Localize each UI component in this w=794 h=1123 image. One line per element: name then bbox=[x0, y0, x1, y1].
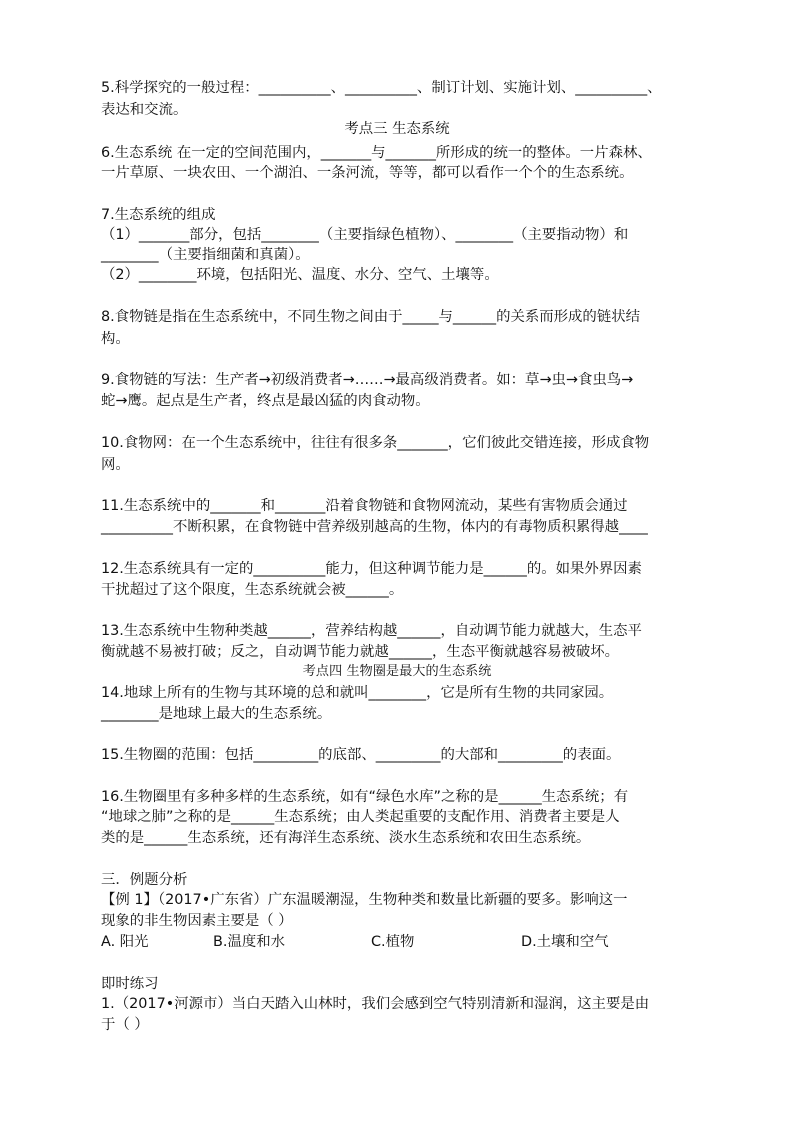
option-a: A. 阳光 bbox=[101, 934, 149, 950]
q7-line-1: （1）_______部分，包括________（主要指绿色植物）、________（主要指动物）和 bbox=[101, 227, 629, 243]
q7-line-3: （2）________环境，包括阳光、温度、水分、空气、土壤等。 bbox=[101, 267, 499, 283]
example-1-line-1: 【例 1】（2017•广东省）广东温暖潮湿，生物种类和数量比新疆的要多。影响这一 bbox=[101, 892, 628, 908]
q14-line-2: ________是地球上最大的生态系统。 bbox=[101, 706, 332, 722]
q13-line-1: 13.生态系统中生物种类越______，营养结构越______，自动调节能力就越大，生态平 bbox=[101, 623, 642, 639]
example-1-line-2: 现象的非生物因素主要是（ ） bbox=[101, 913, 293, 929]
option-d: D.土壤和空气 bbox=[521, 934, 609, 950]
practice-1-line-1: 1.（2017•河源市）当白天踏入山林时，我们会感到空气特别清新和湿润，这主要是由 bbox=[101, 996, 650, 1012]
option-c: C.植物 bbox=[371, 934, 415, 950]
practice-1-line-2: 于（ ） bbox=[101, 1017, 149, 1033]
q10-line-2: 网。 bbox=[101, 457, 130, 473]
q8-line-2: 构。 bbox=[101, 331, 130, 347]
q16-line-2: “地球之肺”之称的是______生态系统；由人类起重要的支配作用、消费者主要是人 bbox=[101, 809, 620, 825]
q12-line-1: 12.生态系统具有一定的__________能力，但这种调节能力是______的。如果外界因素 bbox=[101, 561, 642, 577]
q6-line-1: 6.生态系统 在一定的空间范围内，_______与_______所形成的统一的整体。一片森林、 bbox=[101, 145, 652, 161]
q13-line-2: 衡就越不易被打破；反之，自动调节能力就越______，生态平衡就越容易被破坏。 bbox=[101, 644, 620, 660]
q11-line-1: 11.生态系统中的_______和_______沿着食物链和食物网流动，某些有害物质会通过 bbox=[101, 498, 628, 514]
section-heading-kaodian4: 考点四 生物圈是最大的生态系统 bbox=[302, 664, 492, 679]
q16-line-1: 16.生物圈里有多种多样的生态系统，如有“绿色水库”之称的是______生态系统；有 bbox=[101, 789, 629, 805]
q16-line-3: 类的是______生态系统，还有海洋生态系统、淡水生态系统和农田生态系统。 bbox=[101, 830, 591, 846]
option-b: B.温度和水 bbox=[213, 934, 286, 950]
section-heading-examples: 三．例题分析 bbox=[101, 872, 188, 888]
q9-line-1: 9.食物链的写法：生产者→初级消费者→……→最高级消费者。如：草→虫→食虫鸟→ bbox=[101, 372, 634, 388]
q5-line-1: 5.科学探究的一般过程：__________、__________、制订计划、实施计划、__________、 bbox=[101, 80, 662, 96]
q11-line-2: __________不断积累，在食物链中营养级别越高的生物，体内的有毒物质积累得越____ bbox=[101, 519, 648, 535]
q15-line: 15.生物圈的范围：包括_________的底部、_________的大部和_________的表面。 bbox=[101, 747, 621, 763]
q9-line-2: 蛇→鹰。起点是生产者，终点是最凶猛的肉食动物。 bbox=[101, 393, 430, 409]
q6-line-2: 一片草原、一块农田、一个湖泊、一条河流，等等，都可以看作一个个的生态系统。 bbox=[101, 165, 634, 181]
section-heading-practice: 即时练习 bbox=[101, 976, 159, 992]
q8-line-1: 8.食物链是指在生态系统中，不同生物之间由于_____与______的关系而形成的链状结 bbox=[101, 309, 640, 325]
section-heading-kaodian3: 考点三 生态系统 bbox=[344, 121, 450, 137]
q12-line-2: 干扰超过了这个限度，生态系统就会被______。 bbox=[101, 582, 404, 598]
q5-line-2: 表达和交流。 bbox=[101, 102, 188, 118]
q7-title: 7.生态系统的组成 bbox=[101, 207, 216, 223]
q10-line-1: 10.食物网：在一个生态系统中，往往有很多条_______，它们彼此交错连接，形成食物 bbox=[101, 435, 650, 451]
q7-line-2: ________（主要指细菌和真菌）。 bbox=[101, 247, 310, 263]
q14-line-1: 14.地球上所有的生物与其环境的总和就叫________，它是所有生物的共同家园。 bbox=[101, 685, 614, 701]
